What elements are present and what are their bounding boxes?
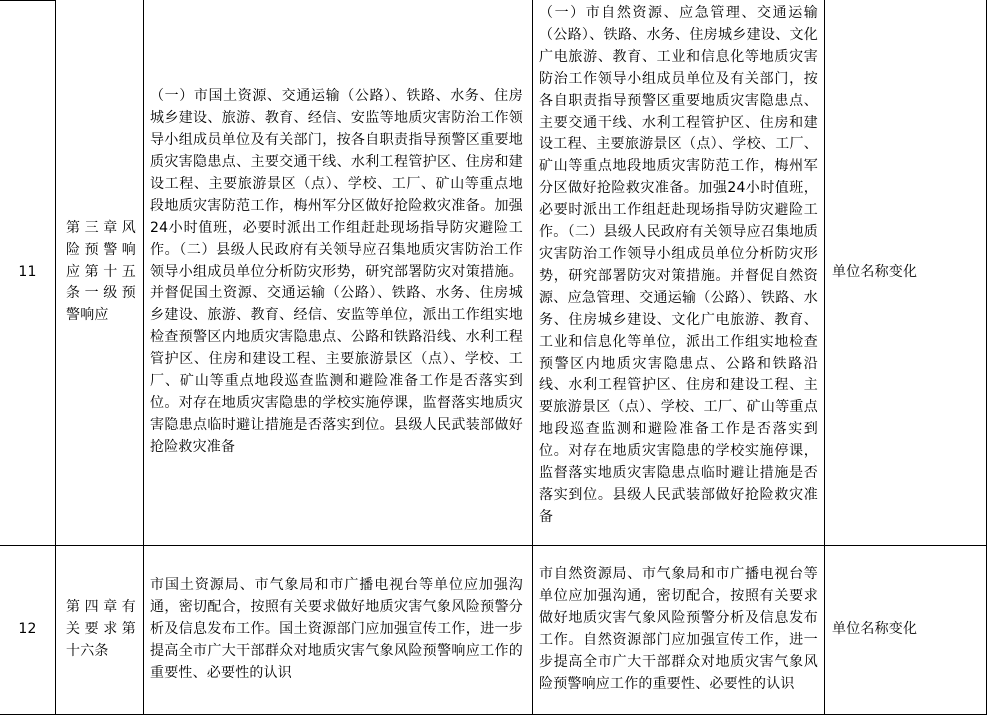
remark-cell: 单位名称变化 <box>832 263 918 280</box>
original-text-cell: 市国土资源局、市气象局和市广播电视台等单位应加强沟通，密切配合，按照有关要求做好地质灾害气象风险预警分析及信息发布工作。国土资源部门应加强宣传工作，进一步提高全市广大干部群众对地质灾害气象风险预警响应工作的重要性、必要性的认识 <box>150 577 523 681</box>
column-divider <box>55 0 56 715</box>
revised-text-cell: （一）市自然资源、应急管理、交通运输（公路）、铁路、水务、住房城乡建设、文化广电旅游、教育、工业和信息化等地质灾害防治工作领导小组成员单位及有关部门，按各自职责指导预警区重要地质灾害隐患点、主要交通干线、水利工程管护区、住房和建设工程、主要旅游景区（点）、学校、工厂、矿山等重点地段地质灾害防范工作，梅州军分区做好抢险救灾准备。加强24小时值班，必要时派出工作组赶赴现场指导防灾避险工作。（二）县级人民政府有关领导应召集地质灾害防治工作领导小组成员单位分析防灾形势，研究部署防灾对策措施。并督促自然资源、应急管理、交通运输（公路）、铁路、水务、住房城乡建设、文化广电旅游、教育、工业和信息化等单位，派出工作组实地检查预警区内地质灾害隐患点、公路和铁路沿线、水利工程管护区、住房和建设工程、主要旅游景区（点）、学校、工厂、矿山等重点地段巡查监测和避险准备工作是否落实到位。对存在地质灾害隐患的学校实施停课，监督落实地质灾害隐患点临时避让措施是否落实到位。县级人民武装部做好抢险救灾准备 <box>539 5 818 525</box>
chapter-cell: 第四章有关要求第十六条 <box>66 599 136 659</box>
column-divider <box>143 0 144 715</box>
row-index: 12 <box>18 621 37 638</box>
remark-cell: 单位名称变化 <box>832 621 918 638</box>
column-divider <box>824 0 825 715</box>
chapter-cell: 第三章风险预警响应第十五条一级预警响应 <box>66 219 136 324</box>
row-index: 11 <box>18 263 37 280</box>
revised-text-cell: 市自然资源局、市气象局和市广播电视台等单位应加强沟通，密切配合，按照有关要求做好地质灾害气象风险预警分析及信息发布工作。自然资源部门应加强宣传工作，进一步提高全市广大干部群众对地质灾害气象风险预警响应工作的重要性、必要性的认识 <box>539 566 818 692</box>
column-divider <box>532 0 533 715</box>
original-text-cell: （一）市国土资源、交通运输（公路）、铁路、水务、住房城乡建设、旅游、教育、经信、安监等地质灾害防治工作领导小组成员单位及有关部门，按各自职责指导预警区重要地质灾害隐患点、主要交通干线、水利工程管护区、住房和建设工程、主要旅游景区（点）、学校、工厂、矿山等重点地段地质灾害防范工作，梅州军分区做好抢险救灾准备。加强24小时值班，必要时派出工作组赶赴现场指导防灾避险工作。（二）县级人民政府有关领导应召集地质灾害防治工作领导小组成员单位分析防灾形势，研究部署防灾对策措施。并督促国土资源、交通运输（公路）、铁路、水务、住房城乡建设、旅游、教育、经信、安监等单位，派出工作组实地检查预警区内地质灾害隐患点、公路和铁路沿线、水利工程管护区、住房和建设工程、主要旅游景区（点）、学校、工厂、矿山等重点地段巡查监测和避险准备工作是否落实到位。对存在地质灾害隐患的学校实施停课，监督落实地质灾害隐患点临时避让措施是否落实到位。县级人民武装部做好抢险救灾准备 <box>150 88 523 455</box>
